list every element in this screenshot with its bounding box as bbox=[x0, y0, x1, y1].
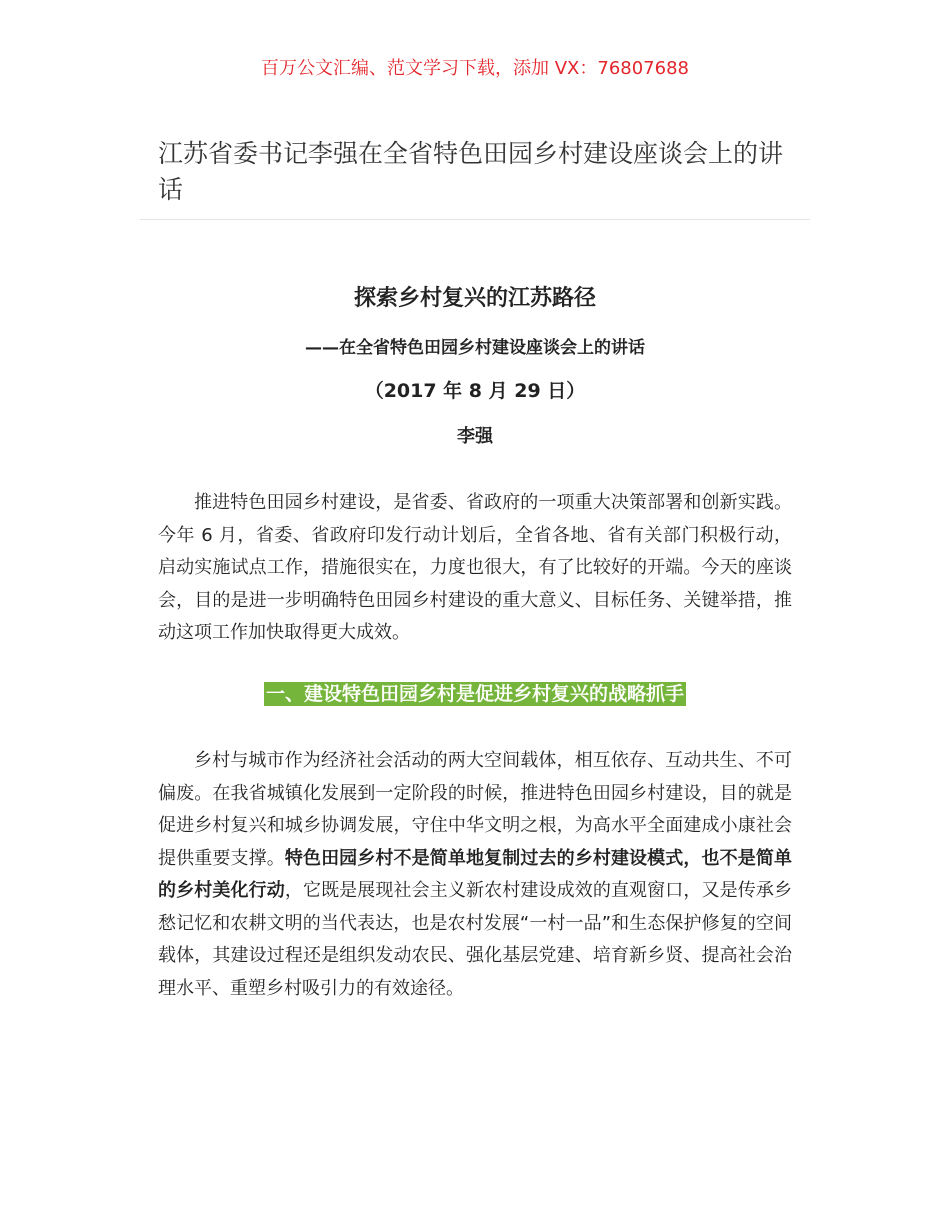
title-divider bbox=[140, 219, 810, 220]
speech-subtitle: ——在全省特色田园乡村建设座谈会上的讲话 bbox=[305, 338, 645, 358]
paragraph-bold-text: 特色田园乡村不是简单地复制过去的乡村建设模式，也不是简单的乡村美化行动 bbox=[158, 847, 793, 901]
paragraph-text: 乡村与城市作为经济社会活动的两大空间载体，相互依存、互动共生、不可偏废。在我省城镇化发展到一定阶段的时候，推进特色田园乡村建设，目的就是促进乡村复兴和城乡协调发展，守住中华文明之根，为高水平全面建成小康社会提供重要支撑。 bbox=[158, 750, 792, 869]
paragraph-section-1 bbox=[158, 745, 792, 1005]
promo-banner: 百万公文汇编、范文学习下载，添加 VX：76807688 bbox=[261, 58, 689, 79]
speech-title: 探索乡村复兴的江苏路径 bbox=[353, 286, 596, 311]
paragraph-intro: 推进特色田园乡村建设，是省委、省政府的一项重大决策部署和创新实践。今年 6 月，省委、省政府印发行动计划后，全省各地、省有关部门积极行动，启动实施试点工作，措施很实在，力度也很大，有了比较好的开端。今天的座谈会，目的是进一步明确特色田园乡村建设的重大意义、目标任务、关键举措，推动这项工作加快取得更大成效。 bbox=[158, 492, 792, 643]
paragraph-text: ，它既是展现社会主义新农村建设成效的直观窗口，又是传承乡愁记忆和农耕文明的当代表达，也是农村发展“一村一品”和生态保护修复的空间载体，其建设过程还是组织发动农民、强化基层党建、培育新乡贤、提高社会治理水平、重塑乡村吸引力的有效途径。 bbox=[158, 880, 793, 999]
page-title: 江苏省委书记李强在全省特色田园乡村建设座谈会上的讲话 bbox=[158, 139, 784, 204]
section-heading-1-text: 一、建设特色田园乡村是促进乡村复兴的战略抓手 bbox=[265, 683, 684, 705]
section-heading-1 bbox=[0, 680, 950, 708]
speech-date: （2017 年 8 月 29 日） bbox=[364, 380, 586, 402]
speech-author: 李强 bbox=[457, 426, 493, 447]
